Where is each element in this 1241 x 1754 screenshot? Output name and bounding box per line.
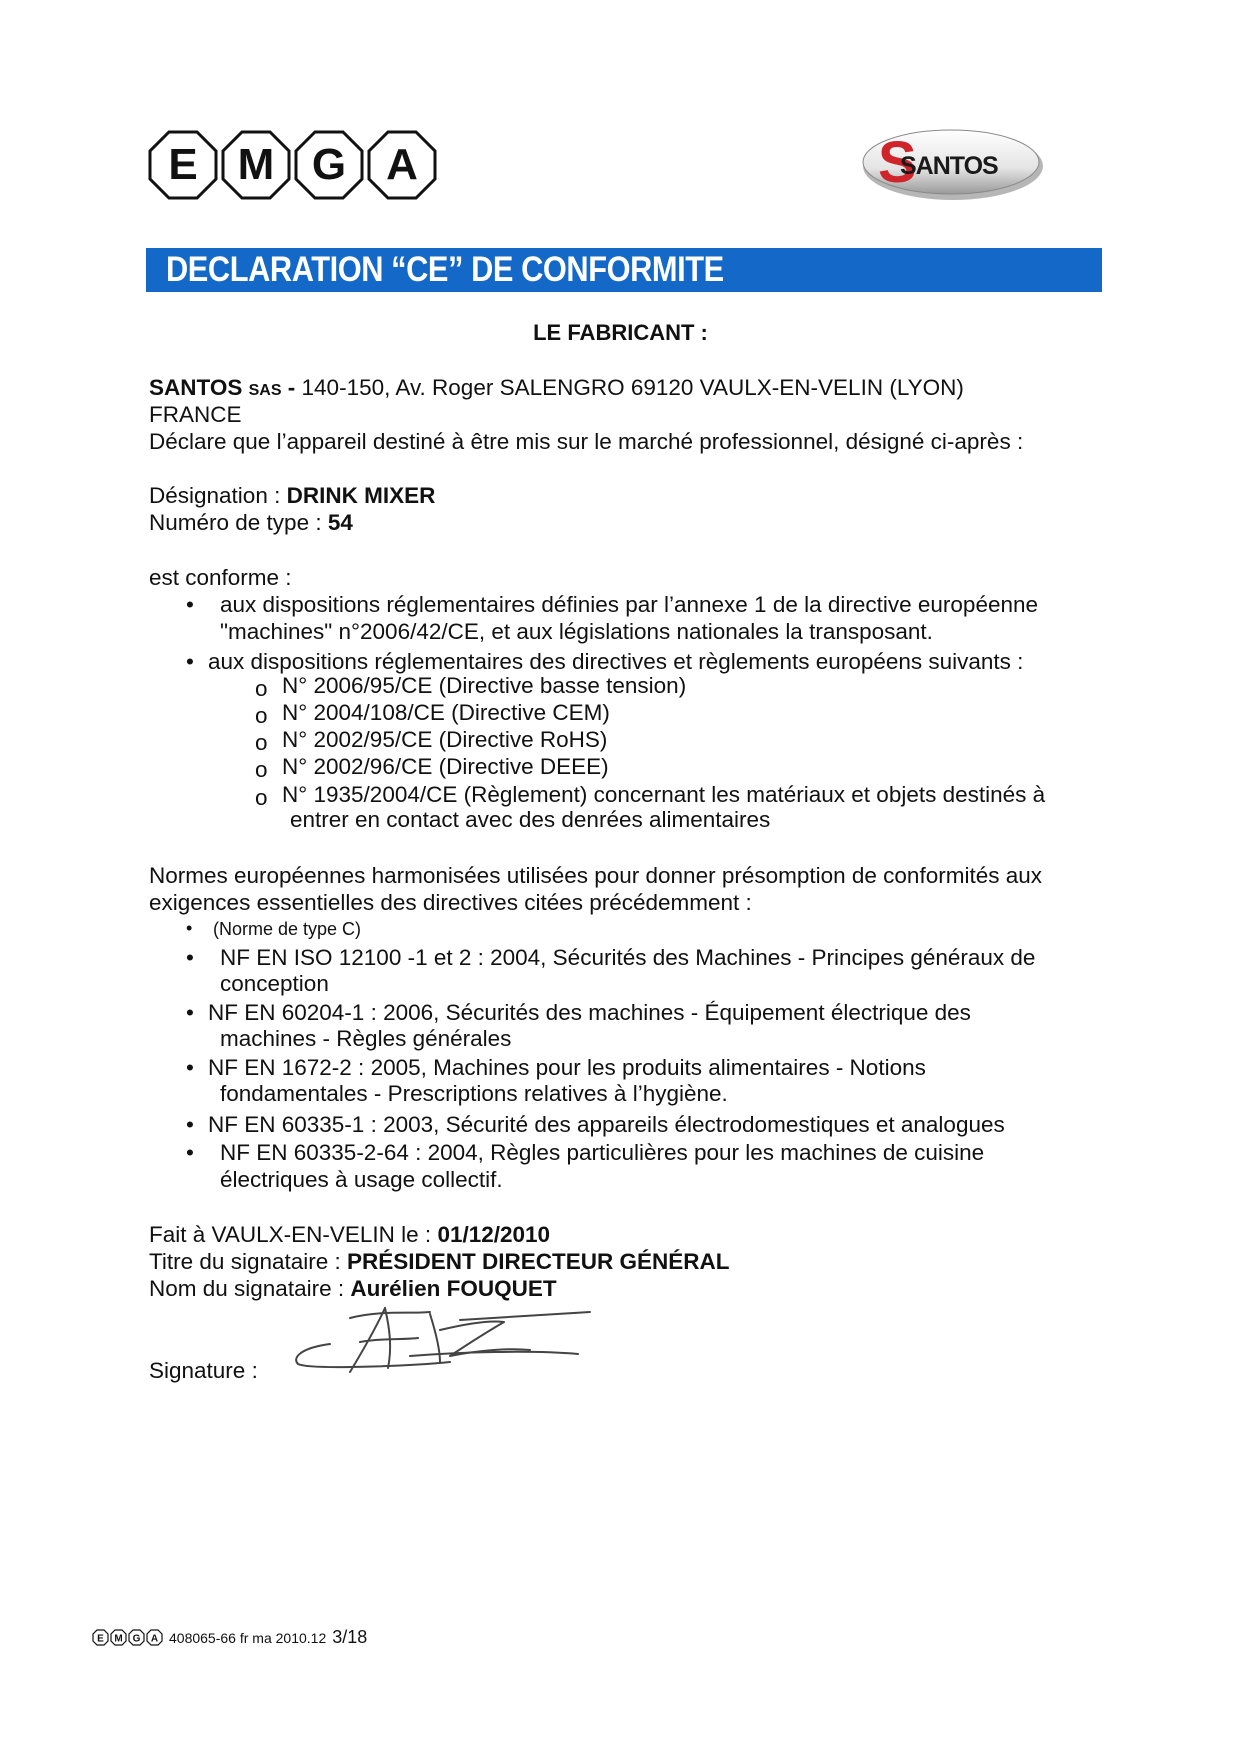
place-date: Fait à VAULX-EN-VELIN le : 01/12/2010 <box>149 1222 551 1247</box>
norm-item-cont: électriques à usage collectif. <box>220 1167 503 1192</box>
norm-item-cont: conception <box>220 971 329 996</box>
directive-item-cont: entrer en contact avec des denrées alimentaires <box>290 807 771 832</box>
bullet: • <box>186 918 193 938</box>
sub-bullet: o <box>255 676 268 701</box>
directive-item: N° 1935/2004/CE (Règlement) concernant les matériaux et objets destinés à <box>282 782 1046 807</box>
bullet: • <box>186 1000 194 1025</box>
directive-item: N° 2004/108/CE (Directive CEM) <box>282 700 610 725</box>
conformity-bullet1-cont: "machines" n°2006/42/CE, et aux législations nationales la transposant. <box>220 619 933 644</box>
norm-type-note: (Norme de type C) <box>213 919 362 939</box>
emga-mini-logo <box>92 1629 163 1646</box>
conformity-intro: est conforme : <box>149 565 292 590</box>
bullet: • <box>186 1140 194 1165</box>
emga-logo <box>148 130 437 200</box>
santos-name: SANTOS <box>900 152 998 180</box>
santos-initial: S <box>878 130 917 195</box>
signatory-title: Titre du signataire : PRÉSIDENT DIRECTEUR GÉNÉRAL <box>149 1249 730 1274</box>
svg-text:A: A <box>150 1633 159 1645</box>
bullet: • <box>186 945 194 970</box>
type-number: Numéro de type : 54 <box>149 510 353 535</box>
norm-item: NF EN ISO 12100 -1 et 2 : 2004, Sécurités des Machines - Principes généraux de <box>220 945 1036 970</box>
svg-text:E: E <box>97 1633 104 1645</box>
bullet: • <box>186 1112 194 1137</box>
conformity-bullet2: aux dispositions réglementaires des directives et règlements européens suivants : <box>208 649 1024 674</box>
signature-label: Signature : <box>149 1358 258 1383</box>
title-banner <box>146 248 1102 292</box>
footer <box>92 1627 367 1648</box>
sub-bullet: o <box>255 757 268 782</box>
footer-doc-code: 408065-66 fr ma 2010.12 <box>169 1629 327 1646</box>
page-title: DECLARATION “CE” DE CONFORMITE <box>166 250 724 289</box>
bullet: • <box>186 1055 194 1080</box>
signatory-name: Nom du signataire : Aurélien FOUQUET <box>149 1276 557 1301</box>
emga-letter-e: E <box>148 130 218 200</box>
directive-item: N° 2006/95/CE (Directive basse tension) <box>282 673 687 698</box>
emga-letter-g: G <box>294 130 364 200</box>
directive-item: N° 2002/96/CE (Directive DEEE) <box>282 754 609 779</box>
directive-item: N° 2002/95/CE (Directive RoHS) <box>282 727 608 752</box>
manufacturer-line: SANTOS SAS - 140-150, Av. Roger SALENGRO 69120 VAULX-EN-VELIN (LYON) <box>149 375 964 400</box>
footer-page-number: 3/18 <box>332 1627 368 1647</box>
svg-text:M: M <box>114 1633 123 1645</box>
designation: Désignation : DRINK MIXER <box>149 483 436 508</box>
emga-letter-a: A <box>367 130 437 200</box>
manufacturer-declaration: Déclare que l’appareil destiné à être mis sur le marché professionnel, désigné ci-après : <box>149 429 1024 454</box>
signature-image <box>290 1300 600 1380</box>
emga-letter-m: M <box>221 130 291 200</box>
santos-logo <box>858 122 1048 206</box>
norm-item: NF EN 60335-1 : 2003, Sécurité des appareils électrodomestiques et analogues <box>208 1112 1005 1137</box>
norm-item-cont: machines - Règles générales <box>220 1026 512 1051</box>
norm-item: NF EN 60335-2-64 : 2004, Règles particulières pour les machines de cuisine <box>220 1140 985 1165</box>
svg-text:G: G <box>132 1633 141 1645</box>
norms-intro-cont: exigences essentielles des directives citées précédemment : <box>149 890 752 915</box>
bullet: • <box>186 649 194 674</box>
norm-item: NF EN 1672-2 : 2005, Machines pour les produits alimentaires - Notions <box>208 1055 926 1080</box>
norm-item-cont: fondamentales - Prescriptions relatives à l’hygiène. <box>220 1081 728 1106</box>
sub-bullet: o <box>255 785 268 810</box>
norms-intro: Normes européennes harmonisées utilisées pour donner présomption de conformités aux <box>149 863 1042 888</box>
bullet: • <box>186 592 194 617</box>
manufacturer-country: FRANCE <box>149 402 242 427</box>
conformity-bullet1: aux dispositions réglementaires définies par l’annexe 1 de la directive européenne <box>220 592 1039 617</box>
sub-bullet: o <box>255 730 268 755</box>
norm-item: NF EN 60204-1 : 2006, Sécurités des machines - Équipement électrique des <box>208 1000 971 1025</box>
sub-bullet: o <box>255 703 268 728</box>
manufacturer-heading: LE FABRICANT : <box>533 320 708 345</box>
